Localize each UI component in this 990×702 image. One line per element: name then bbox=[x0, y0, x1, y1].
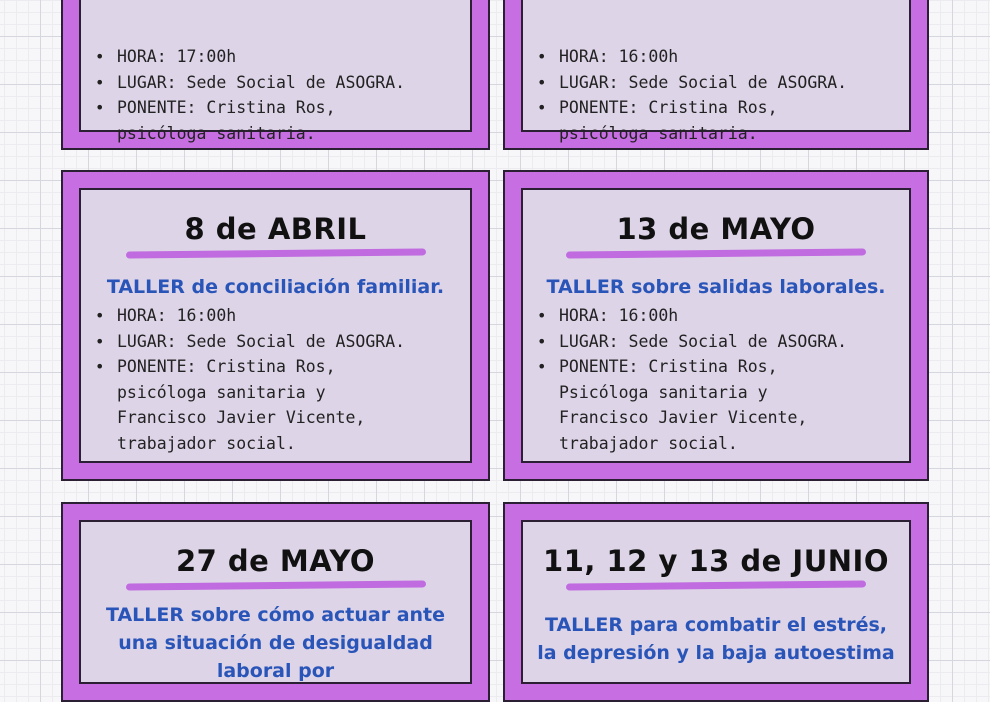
event-detail-item: • LUGAR: Sede Social de ASOGRA. bbox=[95, 70, 470, 96]
event-detail-continuation: Francisco Javier Vicente, bbox=[117, 408, 366, 427]
event-detail-continuation: trabajador social. bbox=[559, 433, 738, 453]
event-detail-item: • HORA: 16:00h bbox=[537, 303, 909, 329]
event-title: TALLER sobre salidas laborales. bbox=[546, 276, 886, 298]
event-card-4 bbox=[503, 170, 929, 481]
event-date: 27 de MAYO bbox=[175, 544, 376, 578]
event-title: TALLER de conciliación familiar. bbox=[106, 276, 445, 298]
event-detail-item: • LUGAR: Sede Social de ASOGRA. bbox=[537, 70, 909, 96]
event-card-5 bbox=[61, 502, 490, 702]
event-date: 11, 12 y 13 de JUNIO bbox=[543, 544, 889, 578]
event-detail-item: • HORA: 16:00h bbox=[95, 303, 470, 329]
event-detail-item: • LUGAR: Sede Social de ASOGRA. bbox=[95, 329, 470, 355]
event-card-panel bbox=[521, 188, 911, 463]
event-card-panel bbox=[521, 0, 911, 143]
event-date: 8 de ABRIL bbox=[184, 212, 367, 246]
event-details-list bbox=[81, 303, 470, 456]
event-detail-continuation: Francisco Javier Vicente, bbox=[559, 408, 808, 427]
date-underline bbox=[566, 580, 866, 590]
event-details-list bbox=[81, 44, 470, 146]
event-card-3 bbox=[61, 170, 490, 481]
event-detail-continuation: psicóloga sanitaria y bbox=[117, 382, 326, 402]
event-card-panel bbox=[79, 188, 472, 463]
event-card-panel bbox=[79, 0, 472, 143]
event-detail-continuation: Psicóloga sanitaria y bbox=[559, 382, 768, 402]
event-card-1 bbox=[61, 0, 490, 150]
event-detail-item: • PONENTE: Cristina Ros, bbox=[95, 95, 470, 121]
event-detail-item: • PONENTE: Cristina Ros, bbox=[537, 95, 909, 121]
event-card-6 bbox=[503, 502, 929, 702]
date-underline bbox=[566, 248, 866, 258]
event-detail-item: • HORA: 17:00h bbox=[95, 44, 470, 70]
event-title: TALLER sobre cómo actuar ante una situación de desigualdad laboral por bbox=[105, 604, 446, 682]
event-detail-item: • PONENTE: Cristina Ros, bbox=[537, 354, 909, 380]
event-date: 13 de MAYO bbox=[616, 212, 816, 246]
event-details-list bbox=[523, 44, 909, 146]
event-detail-item: • LUGAR: Sede Social de ASOGRA. bbox=[537, 329, 909, 355]
event-card-panel bbox=[521, 520, 911, 684]
event-details-list bbox=[523, 303, 909, 456]
event-detail-continuation: psicóloga sanitaria. bbox=[117, 123, 316, 143]
event-detail-item: • HORA: 16:00h bbox=[537, 44, 909, 70]
event-title: TALLER para combatir el estrés, la depresión y la baja autoestima bbox=[537, 614, 895, 664]
event-card-panel bbox=[79, 520, 472, 684]
date-underline bbox=[125, 248, 425, 258]
event-detail-item: • PONENTE: Cristina Ros, bbox=[95, 354, 470, 380]
event-card-2 bbox=[503, 0, 929, 150]
event-detail-continuation: psicóloga sanitaria. bbox=[559, 123, 758, 143]
date-underline bbox=[125, 580, 425, 590]
event-detail-continuation: trabajador social. bbox=[117, 433, 296, 453]
